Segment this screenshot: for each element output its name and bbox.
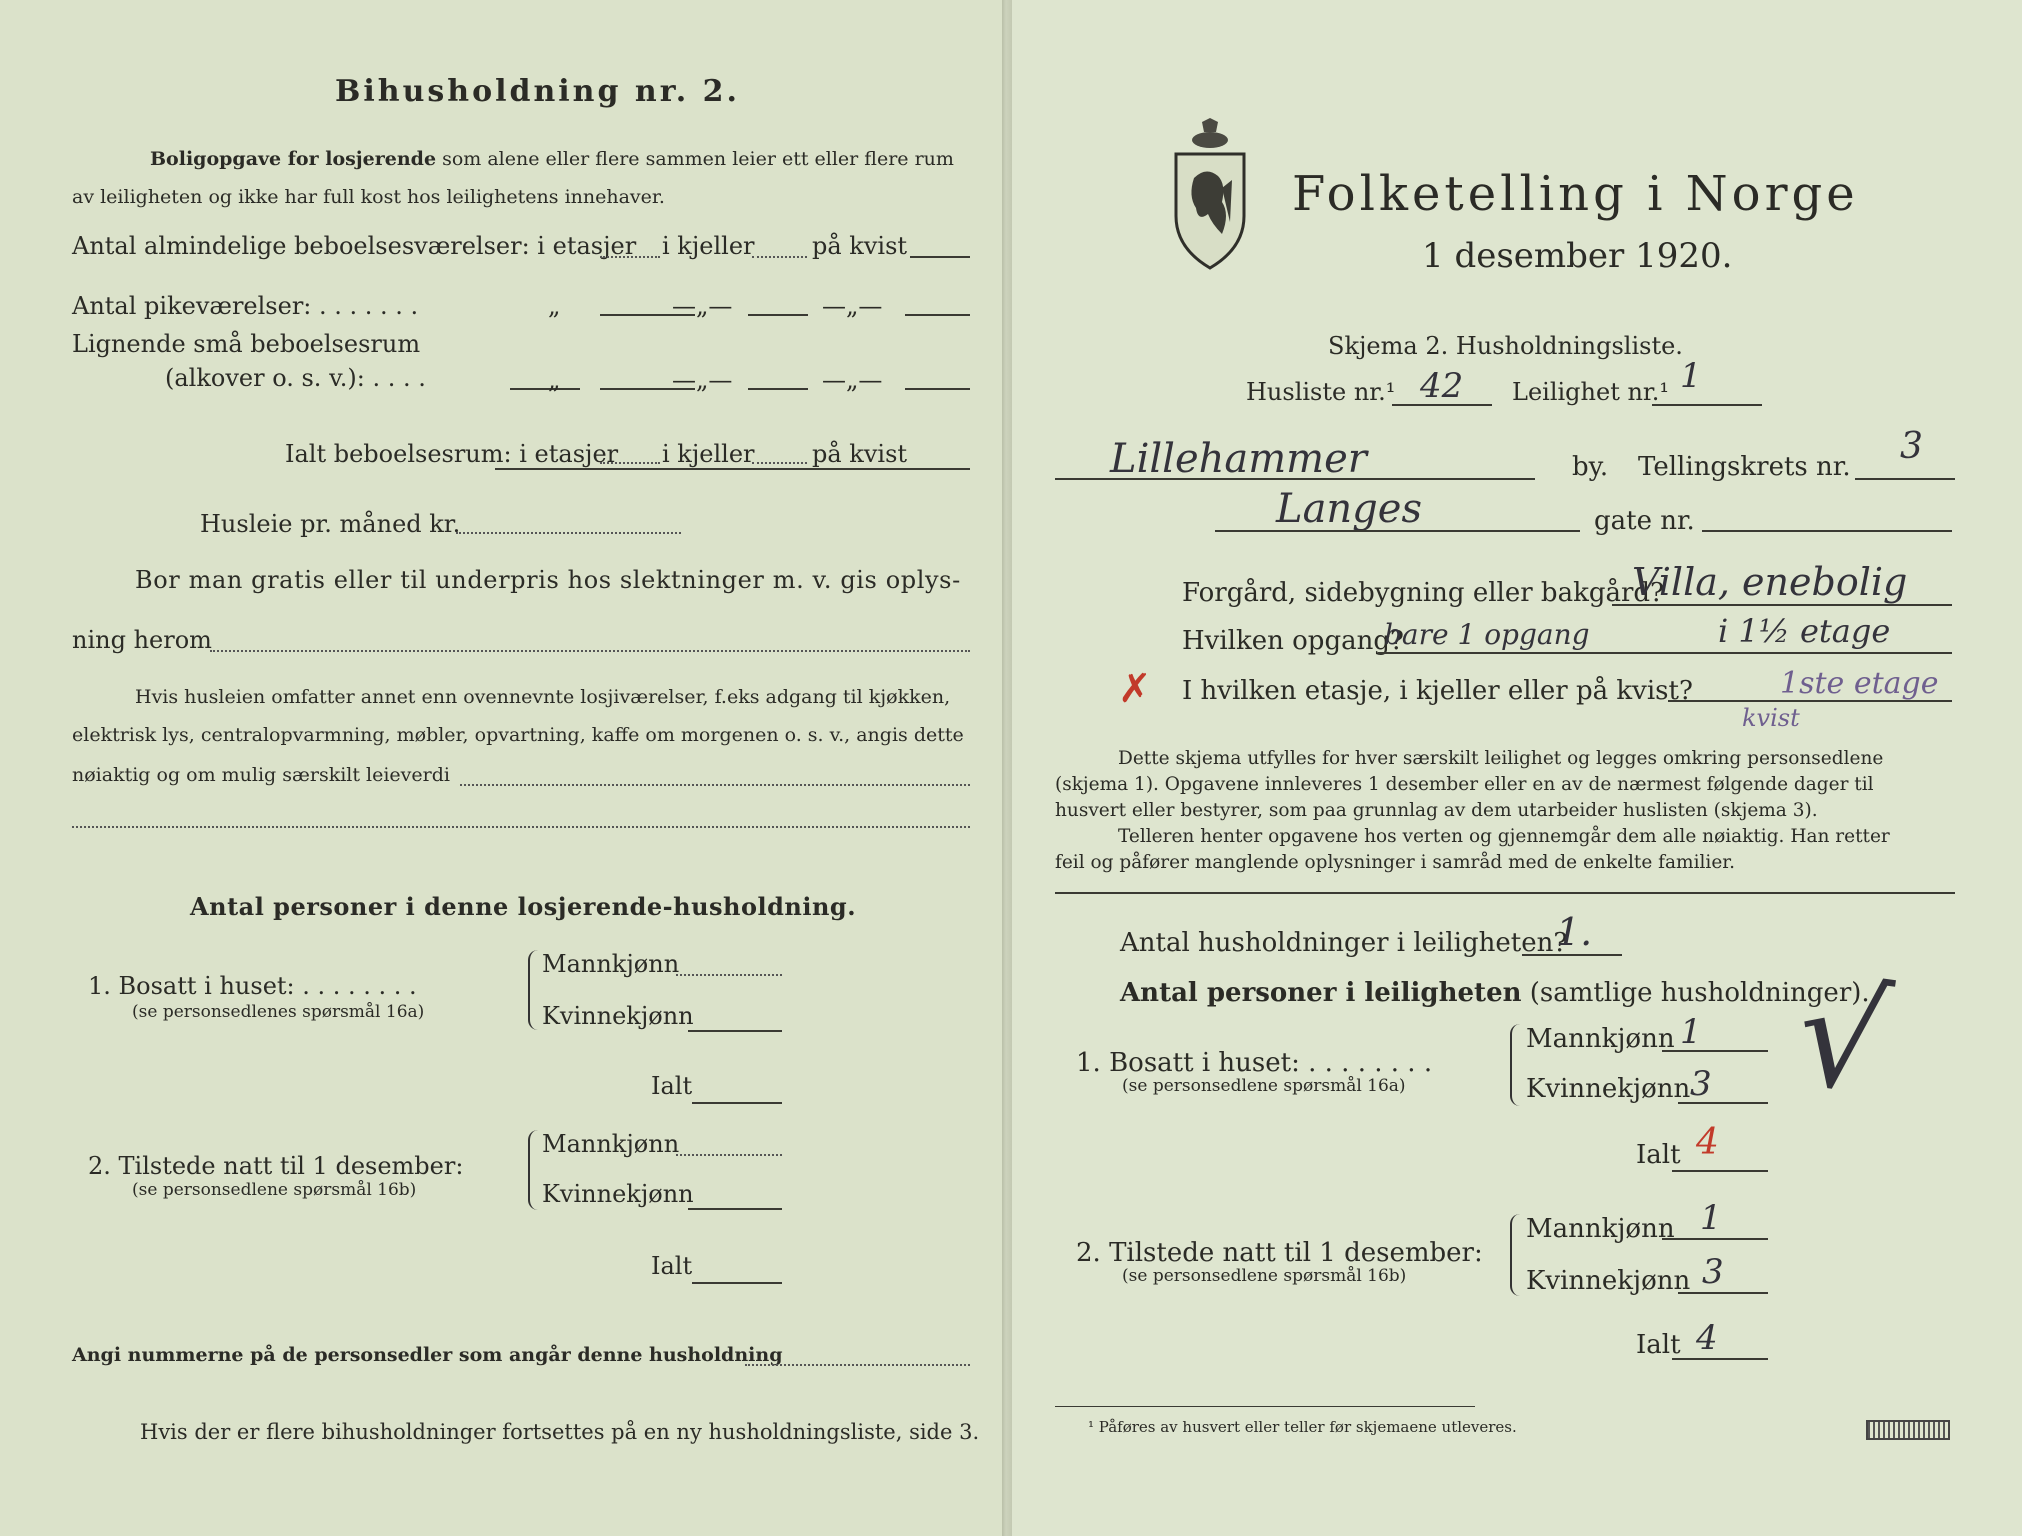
- left-q2-sub: (se personsedlene spørsmål 16b): [132, 1180, 417, 1200]
- pike-ditto-3: —„—: [822, 292, 883, 320]
- right-q2-kvinne-field[interactable]: [1678, 1292, 1768, 1294]
- right-q2-ialt-field[interactable]: [1672, 1358, 1768, 1360]
- forgard-field[interactable]: [1612, 604, 1952, 606]
- ialt-kjeller-field[interactable]: [752, 462, 807, 464]
- left-q2-mann: Mannkjønn: [542, 1130, 680, 1158]
- left-q1-kvinne-field[interactable]: [688, 1030, 782, 1032]
- husliste-label: Husliste nr.¹: [1246, 378, 1396, 406]
- ialt-etasjer-field[interactable]: [600, 462, 660, 464]
- etasje-mark: ✗: [1118, 666, 1152, 712]
- right-q1-kvinne-field[interactable]: [1678, 1102, 1768, 1104]
- note-4: Telleren henter opgavene hos verten og gjennemgår dem alle nøiaktig. Han retter: [1118, 826, 1890, 847]
- right-q1-label: 1. Bosatt i huset: . . . . . . . .: [1076, 1048, 1433, 1078]
- by-value: Lillehammer: [1110, 436, 1367, 482]
- left-q1-kvinne: Kvinnekjønn: [542, 1002, 694, 1030]
- right-footnote: ¹ Påføres av husvert eller teller før skjemaene utleveres.: [1088, 1418, 1517, 1436]
- lignende-field-2[interactable]: [748, 388, 808, 390]
- right-q1-mann: Mannkjønn: [1526, 1024, 1675, 1054]
- left-q2-brace: [528, 1130, 542, 1210]
- left-q2-kvinne: Kvinnekjønn: [542, 1180, 694, 1208]
- rooms-kvist: på kvist: [812, 232, 908, 260]
- rooms-kvist-field[interactable]: [910, 256, 970, 258]
- lignende-ditto: „: [548, 366, 561, 394]
- intro-rest: som alene eller flere sammen leier ett eller flere rum: [442, 148, 954, 170]
- antal-pers-rest: (samtlige husholdninger).: [1529, 978, 1870, 1008]
- angi-label: Angi nummerne på de personsedler som angår denne husholdning: [72, 1344, 783, 1366]
- intro-bold: Boligopgave for losjerende: [150, 148, 437, 170]
- right-q1-mann-field[interactable]: [1662, 1050, 1768, 1052]
- left-footer: Hvis der er flere bihusholdninger fortsettes på en ny husholdningsliste, side 3.: [140, 1420, 980, 1444]
- etasje-field[interactable]: [1668, 700, 1952, 702]
- right-q2-label: 2. Tilstede natt til 1 desember:: [1076, 1238, 1483, 1268]
- ialt-rooms-underline: [495, 468, 970, 470]
- left-intro-line2: av leiligheten og ikke har full kost hos leilighetens innehaver.: [72, 186, 665, 208]
- left-q2-ialt: Ialt: [651, 1252, 693, 1280]
- hvis-line1: Hvis husleien omfatter annet enn ovennevnte losjiværelser, f.eks adgang til kjøkken,: [135, 686, 951, 708]
- ialt-kvist: på kvist: [812, 440, 908, 468]
- by-field[interactable]: [1055, 478, 1535, 480]
- right-q1-ialt: Ialt: [1636, 1140, 1681, 1170]
- leilighet-field[interactable]: [1652, 404, 1762, 406]
- tellingskrets-label: Tellingskrets nr.: [1638, 452, 1851, 482]
- note-1: Dette skjema utfylles for hver særskilt leilighet og legges omkring personsedlene: [1118, 748, 1884, 769]
- hvis-line2: elektrisk lys, centralopvarmning, møbler, opvartning, kaffe om morgenen o. s. v., angis dette: [72, 724, 964, 746]
- gate-field[interactable]: [1215, 530, 1580, 532]
- left-q2-ialt-field[interactable]: [692, 1282, 782, 1284]
- coat-of-arms-icon: [1168, 118, 1252, 270]
- antal-pers-bold: Antal personer i leiligheten: [1120, 978, 1522, 1008]
- right-date: 1 desember 1920.: [1422, 236, 1733, 276]
- opgang-value-2: i 1½ etage: [1718, 612, 1891, 650]
- gate-label: gate nr.: [1594, 506, 1695, 536]
- check-mark: √: [1787, 952, 1899, 1127]
- lignende-ditto-2: —„—: [672, 366, 733, 394]
- antal-pers-heading: [1120, 978, 1870, 1008]
- forgard-label: Forgård, sidebygning eller bakgård?: [1182, 578, 1664, 608]
- antal-hush-field[interactable]: [1522, 954, 1622, 956]
- left-intro: [150, 148, 954, 170]
- right-q2-kvinne: Kvinnekjønn: [1526, 1266, 1691, 1296]
- pike-label: Antal pikeværelser: . . . . . . .: [72, 292, 419, 320]
- left-q2-label: 2. Tilstede natt til 1 desember:: [88, 1152, 464, 1180]
- section-divider: [1055, 892, 1955, 894]
- opgang-field[interactable]: [1378, 652, 1952, 654]
- etasje-value-2: kvist: [1742, 704, 1800, 732]
- footnote-rule: [1055, 1406, 1475, 1407]
- left-q1-mann: Mannkjønn: [542, 950, 680, 978]
- ialt-kjeller: i kjeller: [662, 440, 755, 468]
- rooms-kjeller-field[interactable]: [752, 256, 807, 258]
- angi-field[interactable]: [745, 1364, 970, 1366]
- right-q2-kvinne-value: 3: [1702, 1252, 1724, 1292]
- forgard-value: Villa, enebolig: [1632, 560, 1908, 604]
- leilighet-label: Leilighet nr.¹: [1512, 378, 1670, 406]
- lignende-field-3[interactable]: [905, 388, 970, 390]
- ialt-rooms-label: Ialt beboelsesrum: i etasjer: [285, 440, 619, 468]
- right-q2-mann: Mannkjønn: [1526, 1214, 1675, 1244]
- right-title: Folketelling i Norge: [1292, 166, 1859, 222]
- tellingskrets-field[interactable]: [1855, 478, 1955, 480]
- note-3: husvert eller bestyrer, som paa grunnlag av dem utarbeider huslisten (skjema 3).: [1055, 800, 1818, 821]
- leieverdi-field-2[interactable]: [72, 826, 970, 828]
- leieverdi-field[interactable]: [460, 784, 970, 786]
- right-q1-sub: (se personsedlene spørsmål 16a): [1122, 1076, 1406, 1096]
- right-q1-ialt-field[interactable]: [1672, 1170, 1768, 1172]
- rooms-etasjer-field[interactable]: [600, 256, 660, 258]
- bor-line2: ning herom: [72, 626, 212, 654]
- right-q1-ialt-value: 4: [1696, 1122, 1719, 1163]
- lignende-label-1: Lignende små beboelsesrum: [72, 330, 421, 358]
- etasje-value: 1ste etage: [1780, 666, 1939, 701]
- right-q2-brace: [1510, 1214, 1524, 1296]
- hvis-line3: nøiaktig og om mulig særskilt leieverdi: [72, 764, 450, 786]
- right-q1-mann-value: 1: [1680, 1012, 1702, 1052]
- pike-field-3[interactable]: [905, 314, 970, 316]
- lignende-field-0[interactable]: [510, 388, 580, 390]
- right-q2-sub: (se personsedlene spørsmål 16b): [1122, 1266, 1407, 1286]
- antal-hush-value: 1.: [1556, 910, 1593, 954]
- by-label: by.: [1572, 452, 1609, 482]
- right-q1-kvinne-value: 3: [1690, 1064, 1712, 1104]
- lignende-ditto-3: —„—: [822, 366, 883, 394]
- page-fold: [1002, 0, 1012, 1536]
- right-q1-brace: [1510, 1024, 1524, 1106]
- skjema-label: Skjema 2. Husholdningsliste.: [1328, 332, 1683, 360]
- opgang-value: bare 1 opgang: [1384, 618, 1590, 651]
- left-q1-ialt: Ialt: [651, 1072, 693, 1100]
- printer-stamp-icon: [1866, 1420, 1950, 1440]
- pike-field-2[interactable]: [748, 314, 808, 316]
- husleie-label: Husleie pr. måned kr.: [200, 510, 461, 538]
- opgang-label: Hvilken opgang?: [1182, 626, 1404, 656]
- left-q1-brace: [528, 950, 542, 1030]
- etasje-label: I hvilken etasje, i kjeller eller på kvist?: [1182, 676, 1693, 706]
- leilighet-value: 1: [1680, 356, 1702, 396]
- husleie-field[interactable]: [456, 532, 681, 534]
- note-2: (skjema 1). Opgavene innleveres 1 desember eller en av de nærmest følgende dager til: [1055, 774, 1874, 795]
- lignende-label-2: (alkover o. s. v.): . . . .: [165, 364, 426, 392]
- rooms-label: Antal almindelige beboelsesværelser: i etasjer: [72, 232, 637, 260]
- rooms-kjeller: i kjeller: [662, 232, 755, 260]
- bor-field[interactable]: [210, 650, 970, 652]
- husliste-field[interactable]: [1392, 404, 1492, 406]
- left-q1-ialt-field[interactable]: [692, 1102, 782, 1104]
- right-q2-mann-value: 1: [1700, 1198, 1722, 1238]
- gate-value: Langes: [1276, 486, 1422, 532]
- antal-hush-label: Antal husholdninger i leiligheten?: [1120, 928, 1568, 958]
- left-q1-mann-field[interactable]: [676, 974, 782, 976]
- antal-heading-left: Antal personer i denne losjerende-husholdning.: [190, 892, 857, 921]
- right-q1-kvinne: Kvinnekjønn: [1526, 1074, 1691, 1104]
- bor-line1: Bor man gratis eller til underpris hos slektninger m. v. gis oplys-: [135, 566, 961, 594]
- pike-ditto: „: [548, 292, 561, 320]
- husliste-value: 42: [1420, 366, 1464, 406]
- tellingskrets-value: 3: [1900, 426, 1923, 467]
- left-q1-sub: (se personsedlenes spørsmål 16a): [132, 1002, 425, 1022]
- right-q2-mann-field[interactable]: [1662, 1238, 1768, 1240]
- left-q2-mann-field[interactable]: [676, 1154, 782, 1156]
- left-q1-label: 1. Bosatt i huset: . . . . . . . .: [88, 972, 417, 1000]
- left-title: Bihusholdning nr. 2.: [335, 74, 740, 109]
- gate-nr-field[interactable]: [1702, 530, 1952, 532]
- right-q2-ialt: Ialt: [1636, 1330, 1681, 1360]
- left-q2-kvinne-field[interactable]: [688, 1208, 782, 1210]
- pike-ditto-2: —„—: [672, 292, 733, 320]
- right-q2-ialt-value: 4: [1696, 1318, 1718, 1358]
- note-5: feil og påfører manglende oplysninger i samråd med de enkelte familier.: [1055, 852, 1735, 873]
